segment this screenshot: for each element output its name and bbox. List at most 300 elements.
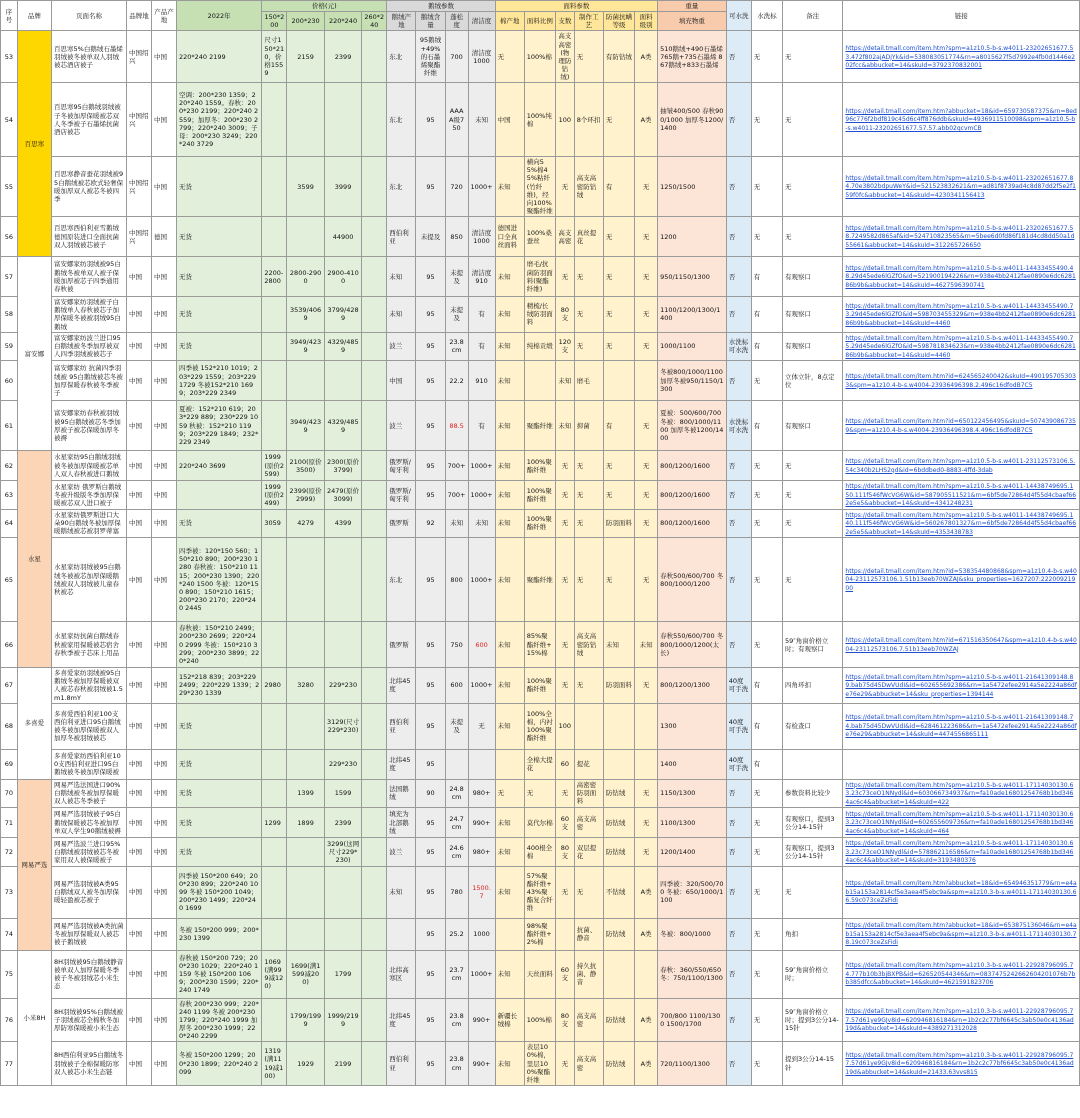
product-link[interactable]: https://detail.tmall.com/item.htm?spm=a1z10.5-b-s.w4011-14438749695.150.111f546fWcVG6W&id=587905511521&rn=6bf5de72864d4f55d4cbaef662e5e5&abbucket=14&skuId=4341248231 (845, 483, 1077, 508)
cell-p150: 3059 (262, 509, 287, 538)
cell-down-content: 95 (416, 257, 445, 297)
cell-anti-drill: 防钻绒 (603, 998, 634, 1042)
product-link[interactable]: https://detail.tmall.com/item.htm?spm=a1z10.5-b-s.w4011-23202651677.53.472f802ajADjYk&id=538083051774&rn=a8015627f5d7992e4fb0d1446e202fcc&abbucket=14&skuId=3792370832001 (845, 45, 1076, 69)
cell-down-content: 未提及 (416, 217, 445, 257)
brand-cell: 小米8H (17, 950, 51, 1085)
cell-fill-weight: 抽皱400/500 春秋900/1000 加厚冬1200/1400 (658, 83, 727, 157)
cell-link (843, 217, 1080, 257)
cell-fabric-ratio: 表层100%棉，里层100%聚酯纤维 (524, 1042, 555, 1086)
cell-remarks: 角扣 (783, 918, 843, 950)
header-brand-origin: 品牌地 (126, 1, 151, 31)
cell-y2022: 220*240 2199 (176, 31, 261, 83)
cell-fill-power: 未提及 (445, 297, 468, 333)
cell-p260 (362, 622, 387, 668)
cell-fabric-grade (635, 950, 658, 998)
product-link[interactable]: https://detail.tmall.com/item.htm?spm=a1z10.5-b-s.w4011-14433455490.73.29d45ede6lGZfO&id=598703455329&rn=938e4bb2412fae0890e6dc628186b9b&abbucket=14&skuId=4460 (845, 302, 1076, 327)
cell-down-origin: 东北 (387, 83, 416, 157)
cell-water-mark: 无 (751, 361, 782, 401)
cell-p260 (362, 779, 387, 808)
cell-water-mark: 有 (751, 257, 782, 297)
cell-remarks: 有观察口 (783, 401, 843, 451)
table-row (1, 31, 1080, 83)
cell-brand-origin: 中国 (126, 779, 151, 808)
cell-product-origin: 中国 (151, 866, 176, 918)
cell-cleanliness: 910 (468, 361, 495, 401)
cell-fill-weight: 1150/1300 (658, 779, 727, 808)
cell-cleanliness: 1000+ (468, 451, 495, 481)
product-link[interactable]: https://detail.tmall.com/item.htm?id=538354480868&spm=a1z10.4-b-s.w4004-23112573106.1.51b13eeb70WZAJ&sku_properties=1627207:22200921900 (845, 567, 1077, 592)
product-link[interactable]: https://detail.tmall.com/item.htm?spm=a1z10.5-b-s.w4011-21641309148.74.bab75d45DwVUdI&id=628461223686&rn=1a5472efee2914a5e2224a86dfe76e29&abbucket=14&skuId=4474556865111 (845, 714, 1077, 739)
cell-p200 (287, 838, 324, 867)
cell-brand-origin: 中国 (126, 866, 151, 918)
cell-down-content: 90 (416, 779, 445, 808)
cell-seq: 59 (1, 332, 18, 361)
cell-p200 (287, 918, 324, 950)
cell-anti-drill: 有 (603, 157, 634, 217)
cell-brand-origin: 中国 (126, 749, 151, 779)
cell-water-mark: 无 (751, 622, 782, 668)
cell-p150 (262, 297, 287, 333)
cell-p260 (362, 361, 387, 401)
header-cotton-origin: 棉产地 (495, 12, 524, 31)
cell-p220: 2199 (324, 1042, 361, 1086)
cell-p220 (324, 361, 361, 401)
cell-p220 (324, 83, 361, 157)
cell-fabric-grade (635, 361, 658, 401)
cell-water-mark: 无 (751, 1042, 782, 1086)
product-link[interactable]: https://detail.tmall.com/item.htm?spm=a1z10.3-b-s.w4011-22928796095.74.777b10b3bjBXPB&id=626520544346&rn=0837475242662604201076b7bb385dfcc&abbucket=14&skuId=4621591823706 (845, 962, 1076, 987)
product-link[interactable]: https://detail.tmall.com/item.htm?spm=a1z10.5-b-s.w4011-17114030130.63.23c73ceO1NNydl&id=603066734937&rn=fa10ade16801254768b1bd3464ac6c4&abbucket=14&skuId=422 (845, 781, 1074, 806)
cell-brand-origin: 中国绍兴 (126, 31, 151, 83)
cell-p150 (262, 361, 287, 401)
cell-p220: 1799 (324, 950, 361, 998)
cell-product-origin: 中国 (151, 668, 176, 704)
product-link[interactable]: https://detail.tmall.com/item.htm?id=624565240042&skuId=4901957053033&spm=a1z10.4-b-s.w4004-23936496398.2.496c16dfodB7C5 (845, 373, 1076, 389)
cell-remarks: 无 (783, 538, 843, 622)
cell-name: 富安娜家纺羽绒被子白鹅绒单人春秋被芯子加厚保暖冬被被羽绒95白鹅绒 (52, 297, 127, 333)
cell-remarks: 立体立针，8点定位 (783, 361, 843, 401)
header-fabric-grade: 面料级别 (635, 12, 658, 31)
cell-cleanliness: 1500.7 (468, 866, 495, 918)
cell-p260 (362, 950, 387, 998)
cell-fabric-grade: 未知 (635, 622, 658, 668)
cell-fill-weight: 春秋500/600/700 冬800/1000/1200 (658, 538, 727, 622)
brand-cell: 多喜爱 (17, 668, 51, 780)
cell-product-origin: 中国 (151, 918, 176, 950)
cell-down-origin: 西伯利亚 (387, 703, 416, 749)
cell-washable: 否 (726, 361, 751, 401)
cell-p200 (287, 749, 324, 779)
cell-anti-drill: 无 (603, 538, 634, 622)
cell-cotton-origin: 未知 (495, 838, 524, 867)
cell-link (843, 703, 1080, 749)
cell-y2022: 空调：200*230 1359；220*240 1559。春秋：200*230 2199；220*240 2559；加厚冬：200*230 2799；220*240 3009；子母：200*230 3249；220*240 3729 (176, 83, 261, 157)
product-link[interactable]: https://detail.tmall.com/item.htm?spm=a1z10.5-b-s.w4011-23112573106.5.54c340b2LHS2qd&id=6bddbed0-8883-4ffd-3dab (845, 458, 1076, 474)
product-link[interactable]: https://detail.tmall.com/item.htm?spm=a1z10.3-b-s.w4011-22928796095.77.57d61ye9GJv8id=620946816184&rn=1b2c2c77bf6645c3ab50e0c4136ad19d&abbucket=14&skuId=21433.63vvs815 (845, 1051, 1074, 1076)
product-link[interactable]: https://detail.tmall.com/item.htm?spm=a1z10.3-b-s.w4011-22928796095.77.57d61ye9GJv8id=620946816184&rn=1b2c2c77bf6645c3ab50e0c4136ad19d&abbucket=14&skuId=4389271312028 (845, 1008, 1074, 1033)
cell-down-origin: 未知 (387, 257, 416, 297)
table-body (1, 31, 1080, 1086)
cell-product-origin: 中国 (151, 31, 176, 83)
cell-p200 (287, 866, 324, 918)
cell-fill-power: 750 (445, 622, 468, 668)
cell-product-origin: 中国 (151, 451, 176, 481)
cell-anti-drill: 防钻绒 (603, 918, 634, 950)
cell-anti-drill: 无 (603, 332, 634, 361)
cell-anti-drill: 有 (603, 401, 634, 451)
cell-washable: 否 (726, 297, 751, 333)
cell-p150 (262, 538, 287, 622)
cell-seq: 54 (1, 83, 18, 157)
cell-water-mark: 无 (751, 838, 782, 867)
cell-p200: 1699(满1599减200) (287, 950, 324, 998)
cell-product-origin: 中国 (151, 838, 176, 867)
header-seq: 序号 (1, 1, 18, 31)
cell-name: 百思寒95白鹅绒羽绒被子冬被加厚保暖被芯双人冬季被子石墨烯抗菌酒店被芯 (52, 83, 127, 157)
cell-fabric-ratio: 100%聚酯纤维 (524, 668, 555, 704)
cell-brand-origin: 中国 (126, 401, 151, 451)
cell-washable: 否 (726, 950, 751, 998)
cell-fabric-grade (635, 703, 658, 749)
cell-p220: 2479(原价3099) (324, 481, 361, 510)
cell-p220: 44900 (324, 217, 361, 257)
cell-washable: 否 (726, 157, 751, 217)
cell-p220: 3129(尺寸229*230) (324, 703, 361, 749)
cell-p150 (262, 83, 287, 157)
product-link[interactable]: https://detail.tmall.com/item.htm?id=671516350647&spm=a1z10.4-b-s.w4004-23112573106.7.51b13eeb70WZAJ (845, 637, 1077, 653)
header-anti-drill: 防菌抗螨等级 (603, 12, 634, 31)
cell-washable: 40度可手洗 (726, 668, 751, 704)
cell-cleanliness: 有 (468, 332, 495, 361)
cell-down-origin: 波兰 (387, 838, 416, 867)
cell-link (843, 1042, 1080, 1086)
cell-fill-power: 23.8cm (445, 1042, 468, 1086)
header-fill-weight: 填充物重 (658, 12, 727, 31)
cell-count: 无 (555, 509, 574, 538)
cell-name: 网易严选羽绒被子95白鹅绒保暖被芯冬被加厚单双人学生90鹅绒被褥 (52, 808, 127, 838)
cell-down-origin: 法国鹅绒 (387, 779, 416, 808)
cell-p260 (362, 1042, 387, 1086)
cell-anti-drill: 防钻绒 (603, 779, 634, 808)
cell-p150 (262, 998, 287, 1042)
header-cleanliness: 清洁度 (468, 12, 495, 31)
cell-anti-drill (603, 361, 634, 401)
cell-fabric-grade: A类 (635, 1042, 658, 1086)
cell-remarks: 无 (783, 509, 843, 538)
cell-cleanliness: 1000+ (468, 538, 495, 622)
cell-y2022 (176, 481, 261, 510)
cell-product-origin: 中国 (151, 157, 176, 217)
header-p150: 150*200 (262, 12, 287, 31)
product-link[interactable]: https://detail.tmall.com/item.htm?abbucket=18&id=659730587375&rn=8ed96c776f2bdf819c45d6c4ff876ddb&skuId=4936911510098&spm=a1z10.5-b-s.w4011-23202651677.57.57.abb02qcvmCB (845, 107, 1077, 132)
product-link[interactable]: https://detail.tmall.com/item.htm?spm=a1z10.5-b-s.w4011-14433455490.75.29d45ede6lGZfO&id=598781834623&rn=938e4bb2412fae0890e6dc628186b9b&abbucket=14&skuId=4460 (845, 334, 1076, 359)
cell-down-origin: 波兰 (387, 401, 416, 451)
cell-count: 无 (555, 668, 574, 704)
cell-name: 百思寒西伯利亚雪鹅绒德国原装进口全面抗菌双人羽绒被芯被子 (52, 217, 127, 257)
cell-water-mark: 无 (751, 217, 782, 257)
cell-remarks: 有观察口，提到3公分14-15针 (783, 838, 843, 867)
cell-fabric-grade: 无 (635, 668, 658, 704)
cell-anti-drill: 防钻绒 (603, 1042, 634, 1086)
header-brand: 品牌 (17, 1, 51, 31)
cell-cotton-origin: 未知 (495, 332, 524, 361)
cell-down-origin: 未知 (387, 297, 416, 333)
cell-count: 无 (555, 538, 574, 622)
cell-fabric-grade: 无 (635, 779, 658, 808)
cell-anti-drill (603, 950, 634, 998)
cell-fabric-ratio: 100%棉 (524, 998, 555, 1042)
product-link[interactable]: https://detail.tmall.com/item.htm?spm=a1z10.5-b-s.w4011-21641309148.89.bab75d45DwVUdI&id=602655692386&rn=1a5472efee2914a5e2224a86dfe76e29&abbucket=14&sku_properties=1394144 (845, 673, 1077, 698)
cell-craft: 抗菌、静音 (574, 918, 603, 950)
cell-p150 (262, 622, 287, 668)
cell-product-origin: 中国 (151, 332, 176, 361)
product-link[interactable]: https://detail.tmall.com/item.htm?spm=a1z10.5-b-s.w4011-17114030130.63.23c73ceO1NNydl&id=602655609736&rn=fa10ade16801254768b1bd3464ac6c4&abbucket=14&skuId=464 (845, 810, 1074, 835)
cell-cotton-origin (495, 749, 524, 779)
cell-washable: 40度可手洗 (726, 703, 751, 749)
cell-cotton-origin: 未知 (495, 451, 524, 481)
cell-craft (574, 703, 603, 749)
cell-product-origin: 中国 (151, 509, 176, 538)
cell-name: 富安娜家纺波兰进口95白鹅绒被冬季加厚被双人四季羽绒被被芯子 (52, 332, 127, 361)
cell-link (843, 31, 1080, 83)
cell-fill-power: 88.5 (445, 401, 468, 451)
cell-y2022: 无货 (176, 217, 261, 257)
cell-brand-origin: 中国 (126, 481, 151, 510)
table-row (1, 332, 1080, 361)
cell-brand-origin: 中国 (126, 297, 151, 333)
cell-fabric-ratio: 100%棉 (524, 31, 555, 83)
header-name: 页面名称 (52, 1, 127, 31)
cell-down-content: 95 (416, 703, 445, 749)
cell-y2022: 春秋被 150*200 729；200*230 1029；220*240 1159 冬被 150*200 1069；200*230 1599；220*240 1749 (176, 950, 261, 998)
cell-down-content: 95 (416, 918, 445, 950)
product-link[interactable]: https://detail.tmall.com/item.htm?spm=a1z10.5-b-s.w4011-17114030130.63.23c73ceO1NNydl&id=578862116586&rn=fa10ade16801254768b1bd3464ac6c4&abbucket=14&skuId=3193480376 (845, 840, 1074, 865)
cell-brand-origin: 中国绍兴 (126, 83, 151, 157)
cell-link (843, 538, 1080, 622)
cell-down-origin: 北纬45度 (387, 668, 416, 704)
cell-down-origin: 东北 (387, 157, 416, 217)
cell-cleanliness: 600 (468, 622, 495, 668)
cell-cleanliness: 清洁度1000 (468, 31, 495, 83)
cell-product-origin: 中国 (151, 1042, 176, 1086)
header-remarks: 备注 (783, 1, 843, 31)
cell-remarks: 提到3公分14-15针 (783, 1042, 843, 1086)
brand-cell: 富安娜 (17, 257, 51, 451)
cell-cleanliness: 1000+ (468, 950, 495, 998)
cell-water-mark: 无 (751, 538, 782, 622)
cell-water-mark: 无 (751, 481, 782, 510)
cell-remarks: 无 (783, 83, 843, 157)
cell-link (843, 509, 1080, 538)
cell-down-origin: 俄罗斯/匈牙利 (387, 451, 416, 481)
cell-down-origin: 波兰 (387, 332, 416, 361)
cell-craft: 双层提花 (574, 838, 603, 867)
product-link[interactable]: https://detail.tmall.com/item.htm?abbucket=18&id=654946351779&rn=e4ab15a153a2814cf5e3aea4f5ebc9a&spm=a1z10.3-b-s.w4011-17114030130.66.59c073ceZsFidi (845, 880, 1077, 905)
cell-p200: 2159 (287, 31, 324, 83)
cell-anti-drill: 防钻绒 (603, 838, 634, 867)
cell-count: 未知 (555, 401, 574, 451)
cell-fill-weight: 春秋550/600/700 冬800/1000/1200(太长) (658, 622, 727, 668)
cell-down-content: 95 (416, 950, 445, 998)
header-p260: 260*240 (362, 12, 387, 31)
cell-down-content: 95 (416, 998, 445, 1042)
cell-name: 8H羽绒被95白鹅绒静音被单双人加厚保暖冬季被子冬被羽绒芯小米生态 (52, 950, 127, 998)
cell-fabric-ratio: 无 (524, 779, 555, 808)
cell-craft: 无 (574, 257, 603, 297)
header-down-content: 鹅绒含量 (416, 12, 445, 31)
cell-cotton-origin: 未知 (495, 703, 524, 749)
cell-remarks: 无 (783, 451, 843, 481)
cell-product-origin: 中国 (151, 749, 176, 779)
cell-fill-power: 700+ (445, 481, 468, 510)
cell-p260 (362, 257, 387, 297)
cell-p150 (262, 779, 287, 808)
cell-down-origin: 俄罗斯 (387, 509, 416, 538)
cell-cotton-origin: 未知 (495, 509, 524, 538)
cell-fill-power: 25.2 (445, 918, 468, 950)
header-p200: 200*230 (287, 12, 324, 31)
cell-washable: 否 (726, 509, 751, 538)
cell-p150 (262, 217, 287, 257)
cell-p220 (324, 866, 361, 918)
cell-product-origin: 中国 (151, 257, 176, 297)
cell-p200 (287, 361, 324, 401)
cell-seq: 65 (1, 538, 18, 622)
cell-down-origin: 北纬45度 (387, 998, 416, 1042)
cell-fabric-grade: A类 (635, 83, 658, 157)
cell-brand-origin: 中国 (126, 257, 151, 297)
cell-fill-power: 22.2 (445, 361, 468, 401)
cell-craft: 提花 (574, 749, 603, 779)
cell-fill-weight: 四季被：320/500/700 冬被：650/1000/1100 (658, 866, 727, 918)
cell-product-origin: 中国 (151, 703, 176, 749)
cell-brand-origin: 中国 (126, 838, 151, 867)
cell-p200: 1799/1999 (287, 998, 324, 1042)
table-row (1, 257, 1080, 297)
cell-seq: 68 (1, 703, 18, 749)
cell-craft: 无 (574, 31, 603, 83)
cell-water-mark: 无 (751, 808, 782, 838)
cell-seq: 70 (1, 779, 18, 808)
cell-p200: 3599 (287, 157, 324, 217)
cell-name: 8H西伯利亚95白鹅绒冬羽绒被子全棉保暖防寒双人被芯小米生态链 (52, 1042, 127, 1086)
cell-water-mark: 有 (751, 332, 782, 361)
cell-p200: 4279 (287, 509, 324, 538)
cell-water-mark: 有 (751, 401, 782, 451)
cell-y2022: 220*240 3699 (176, 451, 261, 481)
cell-down-origin: 东北 (387, 538, 416, 622)
product-link[interactable]: https://detail.tmall.com/item.htm?id=650122456495&skuId=5074390867359&spm=a1z10.4-b-s.w4004-23936496398.4.496c16dfodB7C5 (845, 418, 1076, 434)
cell-y2022: 四季被 150*200 649；200*230 899；220*240 1099 冬被 150*200 1049；200*230 1499；220*240 1699 (176, 866, 261, 918)
table-row (1, 401, 1080, 451)
header-2022: 2022年 (176, 1, 261, 31)
product-link[interactable]: https://detail.tmall.com/item.htm?abbucket=18&id=653875136046&rn=e4ab15a153a2814cf5e3aea4f5ebc9a&spm=a1z10.3-b-s.w4011-17114030130.78.19c073ceZsFidi (845, 922, 1077, 947)
product-link[interactable]: https://detail.tmall.com/item.htm?spm=a1z10.5-b-s.w4011-23202651677.58.7249582d865af&id=524710823565&rn=5bee6d0fd86f181d4cd8dd50a1d55661&abbucket=14&skuId=312265726650 (845, 224, 1075, 249)
table-row (1, 808, 1080, 838)
cell-craft: 高支高密 (574, 1042, 603, 1086)
header-down-origin: 鹅绒产地 (387, 12, 416, 31)
cell-fabric-grade: 无 (635, 509, 658, 538)
cell-p200: 3539/4069 (287, 297, 324, 333)
cell-cleanliness: 990+ (468, 808, 495, 838)
cell-fill-weight: 950/1150/1300 (658, 257, 727, 297)
cell-seq: 72 (1, 838, 18, 867)
cell-p200: 2399(原价2999) (287, 481, 324, 510)
cell-fill-weight: 1200/1400 (658, 838, 727, 867)
cell-y2022: 无货 (176, 509, 261, 538)
cell-anti-drill: 未知 (603, 622, 634, 668)
product-link[interactable]: https://detail.tmall.com/item.htm?spm=a1z10.5-b-s.w4011-14433455490.48.29d45ede6lGZfO&id=521900194226&rn=938e4bb2412fae0890e6dc628186b9b&abbucket=14&skuId=4627596390741 (845, 264, 1076, 289)
cell-brand-origin: 中国 (126, 1042, 151, 1086)
table-row (1, 217, 1080, 257)
cell-y2022: 冬被 150*200 999；200*230 1399 (176, 918, 261, 950)
cell-fill-weight: 800/1200/1600 (658, 451, 727, 481)
cell-cotton-origin: 未知 (495, 297, 524, 333)
cell-seq: 61 (1, 401, 18, 451)
table-row (1, 361, 1080, 401)
cell-p260 (362, 808, 387, 838)
cell-craft: 无 (574, 332, 603, 361)
cell-cotton-origin: 未知 (495, 866, 524, 918)
cell-washable: 否 (726, 217, 751, 257)
cell-down-content: 95鹅绒+49%的石墨烯聚酯纤维 (416, 31, 445, 83)
cell-y2022: 夏被：152*210 619；203*229 889；230*229 1059 秋被：152*210 1199；203*229 1849；232*229 2349 (176, 401, 261, 451)
cell-craft: 高支高密 (574, 998, 603, 1042)
cell-p150: 尺寸150*210，价格1559 (262, 31, 287, 83)
cell-cleanliness: 无 (468, 703, 495, 749)
table-row (1, 668, 1080, 704)
cell-fill-power: 700+ (445, 451, 468, 481)
cell-brand-origin: 中国 (126, 668, 151, 704)
cell-fill-weight: 700/800 1100/1300 1500/1700 (658, 998, 727, 1042)
cell-y2022: 无货 (176, 257, 261, 297)
cell-craft: 无 (574, 866, 603, 918)
cell-name: 多喜爱西伯利亚100支西伯利亚进口95白鹅绒被冬被加厚保暖被双人加厚冬被羽绒被芯 (52, 703, 127, 749)
cell-fill-power: AAAA级750 (445, 83, 468, 157)
cell-link (843, 361, 1080, 401)
cell-product-origin: 中国 (151, 83, 176, 157)
cell-remarks: 59″角窗价格立时；提到3公分14-15针 (783, 998, 843, 1042)
cell-down-origin: 北纬高寒区 (387, 950, 416, 998)
cell-link (843, 668, 1080, 704)
cell-fabric-ratio: 纯棉贡缎 (524, 332, 555, 361)
cell-p220: 4329/4859 (324, 332, 361, 361)
cell-brand-origin: 中国 (126, 538, 151, 622)
cell-link (843, 83, 1080, 157)
cell-fabric-ratio (524, 361, 555, 401)
cell-p260 (362, 703, 387, 749)
cell-water-mark: 无 (751, 918, 782, 950)
cell-down-content: 95 (416, 538, 445, 622)
cell-washable: 否 (726, 808, 751, 838)
cell-count: 60 (555, 749, 574, 779)
cell-craft: 无 (574, 481, 603, 510)
cell-craft: 无 (574, 451, 603, 481)
cell-cleanliness: 清洁度1000 (468, 217, 495, 257)
cell-link (843, 950, 1080, 998)
cell-fill-power: 720 (445, 157, 468, 217)
table-row (1, 779, 1080, 808)
cell-remarks: 无 (783, 31, 843, 83)
cell-count: 无 (555, 257, 574, 297)
cell-fabric-grade: 无 (635, 297, 658, 333)
cell-p220: 2399 (324, 31, 361, 83)
product-link[interactable]: https://detail.tmall.com/item.htm?spm=a1z10.5-b-s.w4011-23202651677.84.70e3802bdpuWeY&id=521523832621&rn=ad81f8739ad4c8d87dd2f5e2f159f0fc&abbucket=14&skuId=4230341156413 (845, 174, 1076, 199)
cell-cotton-origin: 未知 (495, 401, 524, 451)
product-link[interactable]: https://detail.tmall.com/item.htm?spm=a1z10.5-b-s.w4011-14438749695.140.111f546fWcVG6W&id=560267801327&rn=6bf5de72864d4f55d4cbaef662e5e5&abbucket=14&skuId=4353438783 (845, 511, 1077, 536)
cell-count: 100 (555, 83, 574, 157)
header-p220: 220*240 (324, 12, 361, 31)
